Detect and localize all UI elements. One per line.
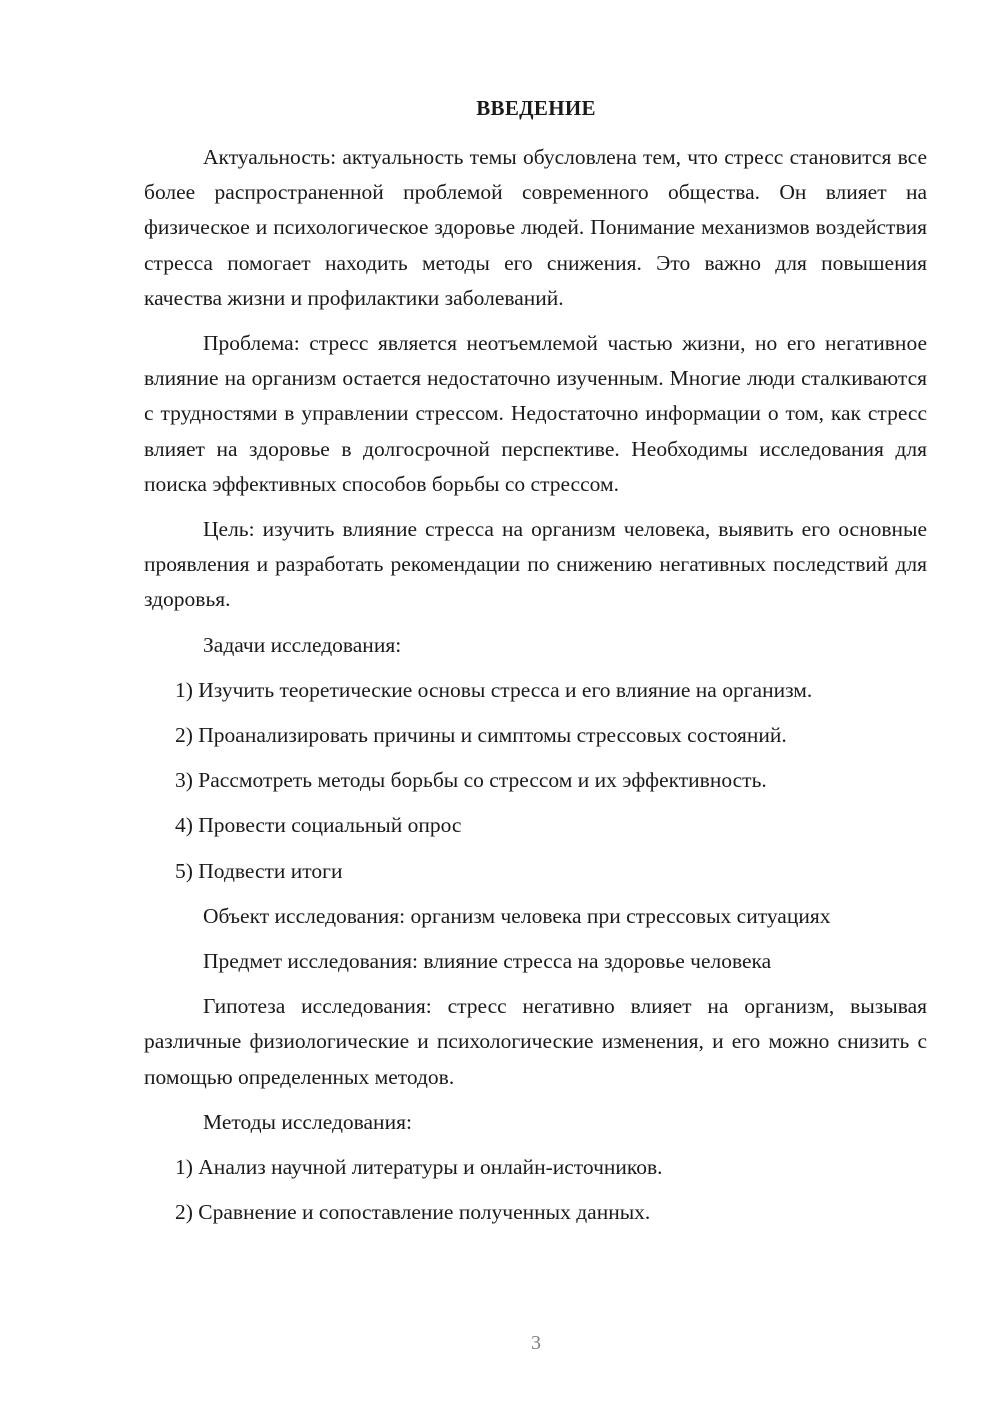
research-object: Объект исследования: организм человека при стрессовых ситуациях <box>203 903 831 928</box>
page-content <box>144 140 927 1240</box>
hypothesis-paragraph: Гипотеза исследования: стресс негативно влияет на организм, вызывая различные физиологические и психологические изменения, и его можно снизить с помощью определенных методов. <box>144 994 927 1089</box>
task-item-1: 1) Изучить теоретические основы стресса и его влияние на организм. <box>175 677 813 702</box>
task-item-2: 2) Проанализировать причины и симптомы стрессовых состояний. <box>175 723 787 748</box>
tasks-heading: Задачи исследования: <box>203 632 402 657</box>
method-item-1: 1) Анализ научной литературы и онлайн-источников. <box>175 1155 663 1180</box>
method-item-2: 2) Сравнение и сопоставление полученных данных. <box>175 1200 651 1225</box>
problem-paragraph: Проблема: стресс является неотъемлемой частью жизни, но его негативное влияние на организм остается недостаточно изученным. Многие люди сталкиваются с трудностями в управлении стрессом. Недостаточно информации о том, как стресс влияет на здоровье в долгосрочной перспективе. Необходимы исследования для поиска эффективных способов борьбы со стрессом. <box>144 331 927 496</box>
task-item-5: 5) Подвести итоги <box>175 858 343 883</box>
page-title: ВВЕДЕНИЕ <box>476 96 596 120</box>
page-number: 3 <box>531 1332 541 1354</box>
goal-paragraph: Цель: изучить влияние стресса на организм человека, выявить его основные проявления и разработать рекомендации по снижению негативных последствий для здоровья. <box>144 517 927 612</box>
relevance-paragraph: Актуальность: актуальность темы обусловлена тем, что стресс становится все более распространенной проблемой современного общества. Он влияет на физическое и психологическое здоровье людей. Понимание механизмов воздействия стресса помогает находить методы его снижения. Это важно для повышения качества жизни и профилактики заболеваний. <box>144 145 927 310</box>
task-item-4: 4) Провести социальный опрос <box>175 813 462 838</box>
task-item-3: 3) Рассмотреть методы борьбы со стрессом и их эффективность. <box>175 768 767 793</box>
methods-heading: Методы исследования: <box>203 1109 412 1134</box>
research-subject: Предмет исследования: влияние стресса на здоровье человека <box>203 949 772 974</box>
